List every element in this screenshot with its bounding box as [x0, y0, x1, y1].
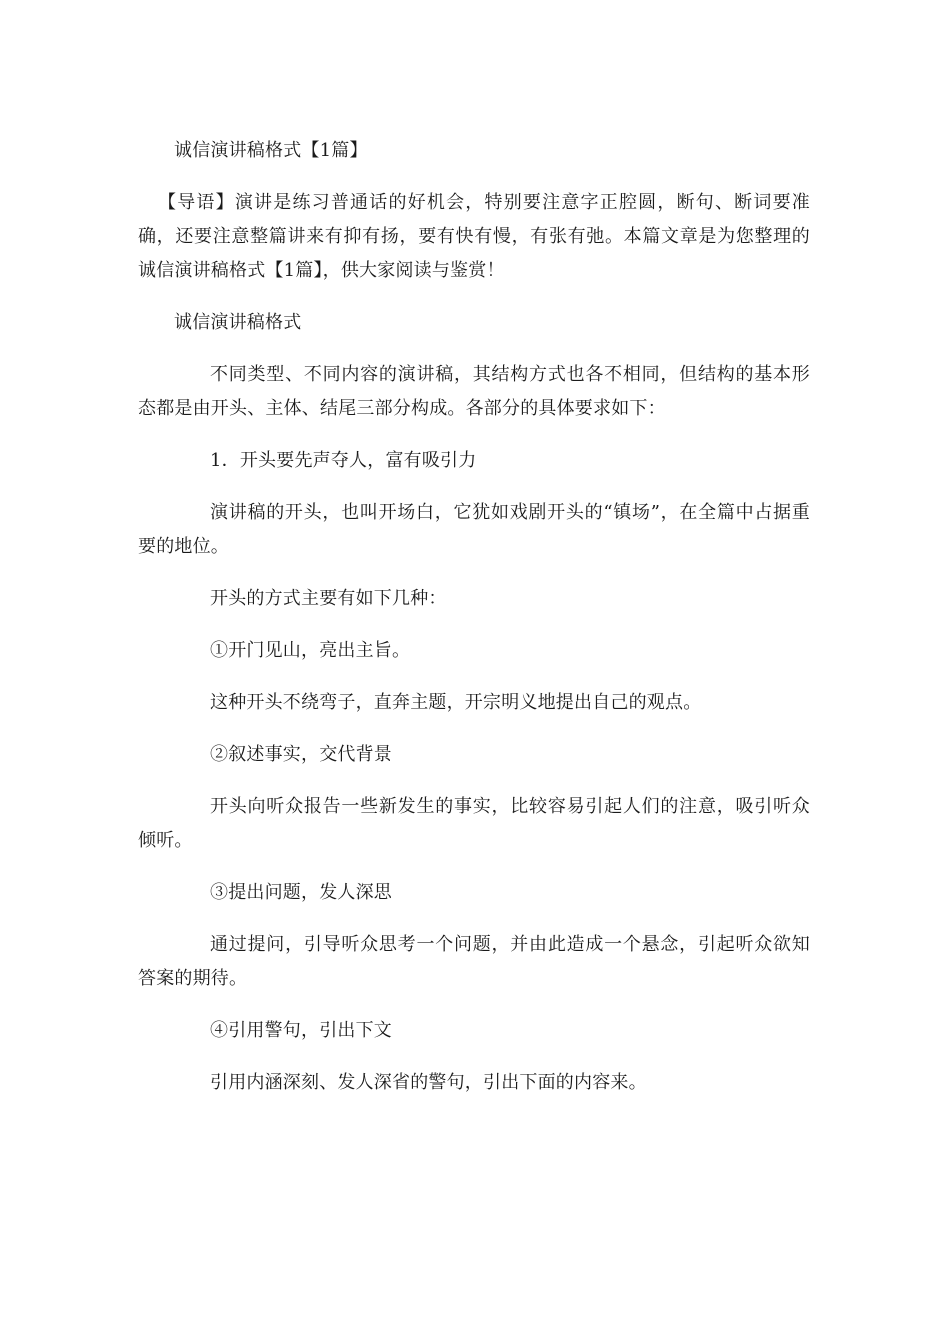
- document-body: [138, 134, 810, 1100]
- body-paragraph: 开头向听众报告一些新发生的事实，比较容易引起人们的注意，吸引听众倾听。: [138, 796, 810, 851]
- body-paragraph: 演讲稿的开头，也叫开场白，它犹如戏剧开头的“镇场”，在全篇中占据重要的地位。: [138, 502, 810, 557]
- body-paragraph: 这种开头不绕弯子，直奔主题，开宗明义地提出自己的观点。: [210, 692, 702, 713]
- intro-paragraph: 【导语】演讲是练习普通话的好机会，特别要注意字正腔圆，断句、断词要准确，还要注意整篇讲来有抑有扬，要有快有慢，有张有弛。本篇文章是为您整理的诚信演讲稿格式【1篇】，供大家阅读与鉴赏！: [138, 192, 810, 281]
- list-item-heading: ②叙述事实，交代背景: [210, 744, 392, 765]
- list-item-heading: ③提出问题，发人深思: [210, 882, 392, 903]
- subheading-opening: 1．开头要先声夺人，富有吸引力: [210, 450, 477, 471]
- body-paragraph: 不同类型、不同内容的演讲稿，其结构方式也各不相同，但结构的基本形态都是由开头、主体、结尾三部分构成。各部分的具体要求如下：: [138, 364, 810, 419]
- list-item-heading: ①开门见山，亮出主旨。: [210, 640, 411, 661]
- section-heading: 诚信演讲稿格式: [174, 312, 302, 333]
- body-paragraph: 引用内涵深刻、发人深省的警句，引出下面的内容来。: [210, 1072, 647, 1093]
- document-title: 诚信演讲稿格式【1篇】: [174, 140, 368, 161]
- body-paragraph: 开头的方式主要有如下几种：: [210, 588, 447, 609]
- body-paragraph: 通过提问，引导听众思考一个问题，并由此造成一个悬念，引起听众欲知答案的期待。: [138, 934, 810, 989]
- list-item-heading: ④引用警句，引出下文: [210, 1020, 392, 1041]
